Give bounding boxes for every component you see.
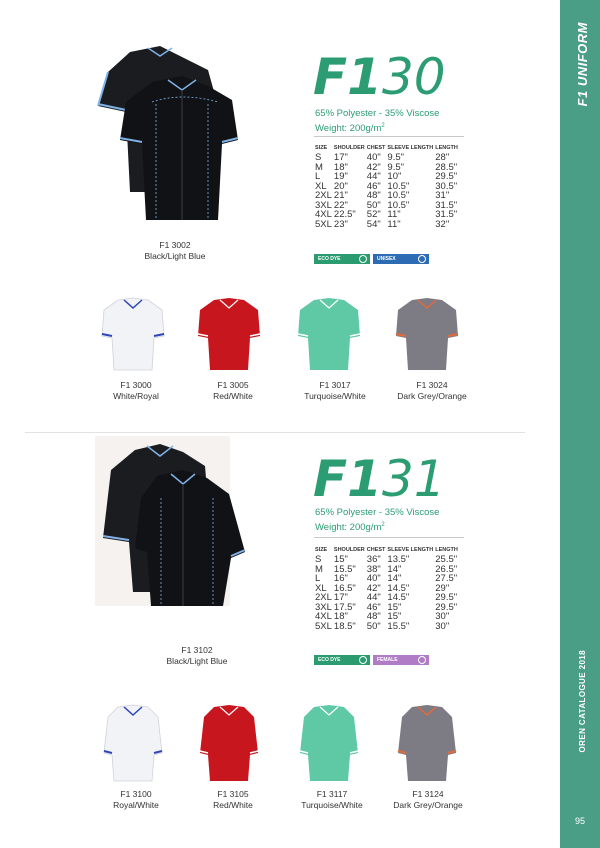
table-row: XL 20" 46" 10.5" 30.5": [315, 180, 458, 192]
sidebar-title: F1 UNIFORM: [575, 22, 590, 107]
fabric-weight: Weight: $200g/m^2$: [315, 522, 385, 534]
table-row: 2XL 21" 48" 10.5" 31": [315, 190, 450, 201]
variant-shirt-image: [394, 296, 460, 374]
fabric-composition: 65% Polyester - 35% Viscose: [315, 507, 440, 518]
table-row: 4XL 22.5" 52" 11" 31.5": [315, 209, 458, 220]
model-number: 30: [381, 48, 446, 106]
variant-shirt-image: [100, 296, 166, 374]
fabric-spec-f130: [315, 108, 439, 135]
leaf-icon: [359, 255, 367, 263]
product-code: F1 3002: [159, 240, 191, 250]
fabric-spec-f131: [315, 507, 439, 534]
unisex-icon: [418, 255, 426, 263]
catalogue-label: OREN CATALOGUE 2018: [578, 650, 587, 753]
table-row: 3XL 22" 50" 10.5" 31.5": [315, 199, 458, 211]
variant-caption: F1 3117 Turquoise/White: [301, 789, 363, 810]
variant-shirt-image: [296, 296, 362, 374]
size-table-header: SIZE SHOULDER CHEST SLEEVE LENGTH LENGTH: [315, 547, 458, 553]
variant-caption: F1 3005 Red/White: [213, 380, 253, 401]
main-shirt-image-f131: [95, 442, 255, 612]
table-row: 4XL 18" 48" 15" 30": [315, 611, 450, 622]
variant-caption: F1 3105 Red/White: [213, 789, 253, 810]
spec-divider: [314, 537, 464, 538]
fabric-composition: 65% Polyester - 35% Viscose: [315, 108, 440, 119]
female-icon: [418, 656, 426, 664]
table-row: 5XL 18.5" 50" 15.5" 30": [315, 620, 450, 632]
section-divider: [25, 432, 525, 433]
main-caption-f131: [142, 645, 252, 667]
variant-shirt-image: [396, 703, 458, 785]
spec-divider: [314, 136, 464, 137]
eco-dye-badge: ECO DYE: [314, 655, 370, 665]
sidebar: [560, 0, 600, 848]
table-row: S 17" 40" 9.5" 28": [315, 152, 450, 163]
variant-caption: F1 3024 Dark Grey/Orange: [397, 380, 467, 401]
table-row: XL 16.5" 42" 14.5" 29": [315, 582, 450, 594]
model-number: 31: [381, 450, 446, 508]
product-color: Black/Light Blue: [166, 656, 228, 666]
main-shirt-image-f130: [90, 42, 240, 232]
leaf-icon: [359, 656, 367, 664]
unisex-badge: UNISEX: [373, 254, 429, 264]
table-row: L 16" 40" 14" 27.5": [315, 573, 458, 584]
variant-shirt-image: [298, 703, 360, 785]
model-title-f131: [313, 450, 446, 508]
variant-shirt-image: [102, 703, 164, 785]
variant-caption: F1 3017 Turquoise/White: [304, 380, 366, 401]
size-table-f131: [315, 547, 460, 631]
fabric-weight: Weight: $200g/m^2$: [315, 123, 385, 135]
female-badge: FEMALE: [373, 655, 429, 665]
product-color: Black/Light Blue: [144, 251, 206, 261]
variant-caption: F1 3124 Dark Grey/Orange: [393, 789, 463, 810]
size-table-f130: [315, 145, 460, 229]
model-title-f130: [313, 48, 446, 106]
table-row: L 19" 44" 10" 29.5": [315, 171, 458, 182]
table-row: M 15.5" 38" 14" 26.5": [315, 563, 458, 575]
variant-shirt-image: [196, 296, 262, 374]
eco-dye-badge: ECO DYE: [314, 254, 370, 264]
model-prefix: F1: [313, 48, 382, 106]
table-row: 2XL 17" 44" 14.5" 29.5": [315, 592, 458, 603]
variant-caption: F1 3000 White/Royal: [113, 380, 159, 401]
main-caption-f130: [120, 240, 230, 262]
table-row: 3XL 17.5" 46" 15" 29.5": [315, 601, 458, 613]
variant-caption: F1 3100 Royal/White: [113, 789, 159, 810]
page-number: 95: [574, 816, 585, 826]
size-table-header: SIZE SHOULDER CHEST SLEEVE LENGTH LENGTH: [315, 145, 458, 151]
product-code: F1 3102: [181, 645, 213, 655]
variant-shirt-image: [198, 703, 260, 785]
model-prefix: F1: [313, 450, 382, 508]
table-row: S 15" 36" 13.5" 25.5": [315, 554, 458, 565]
table-row: 5XL 23" 54" 11" 32": [315, 218, 450, 230]
table-row: M 18" 42" 9.5" 28.5": [315, 161, 458, 173]
